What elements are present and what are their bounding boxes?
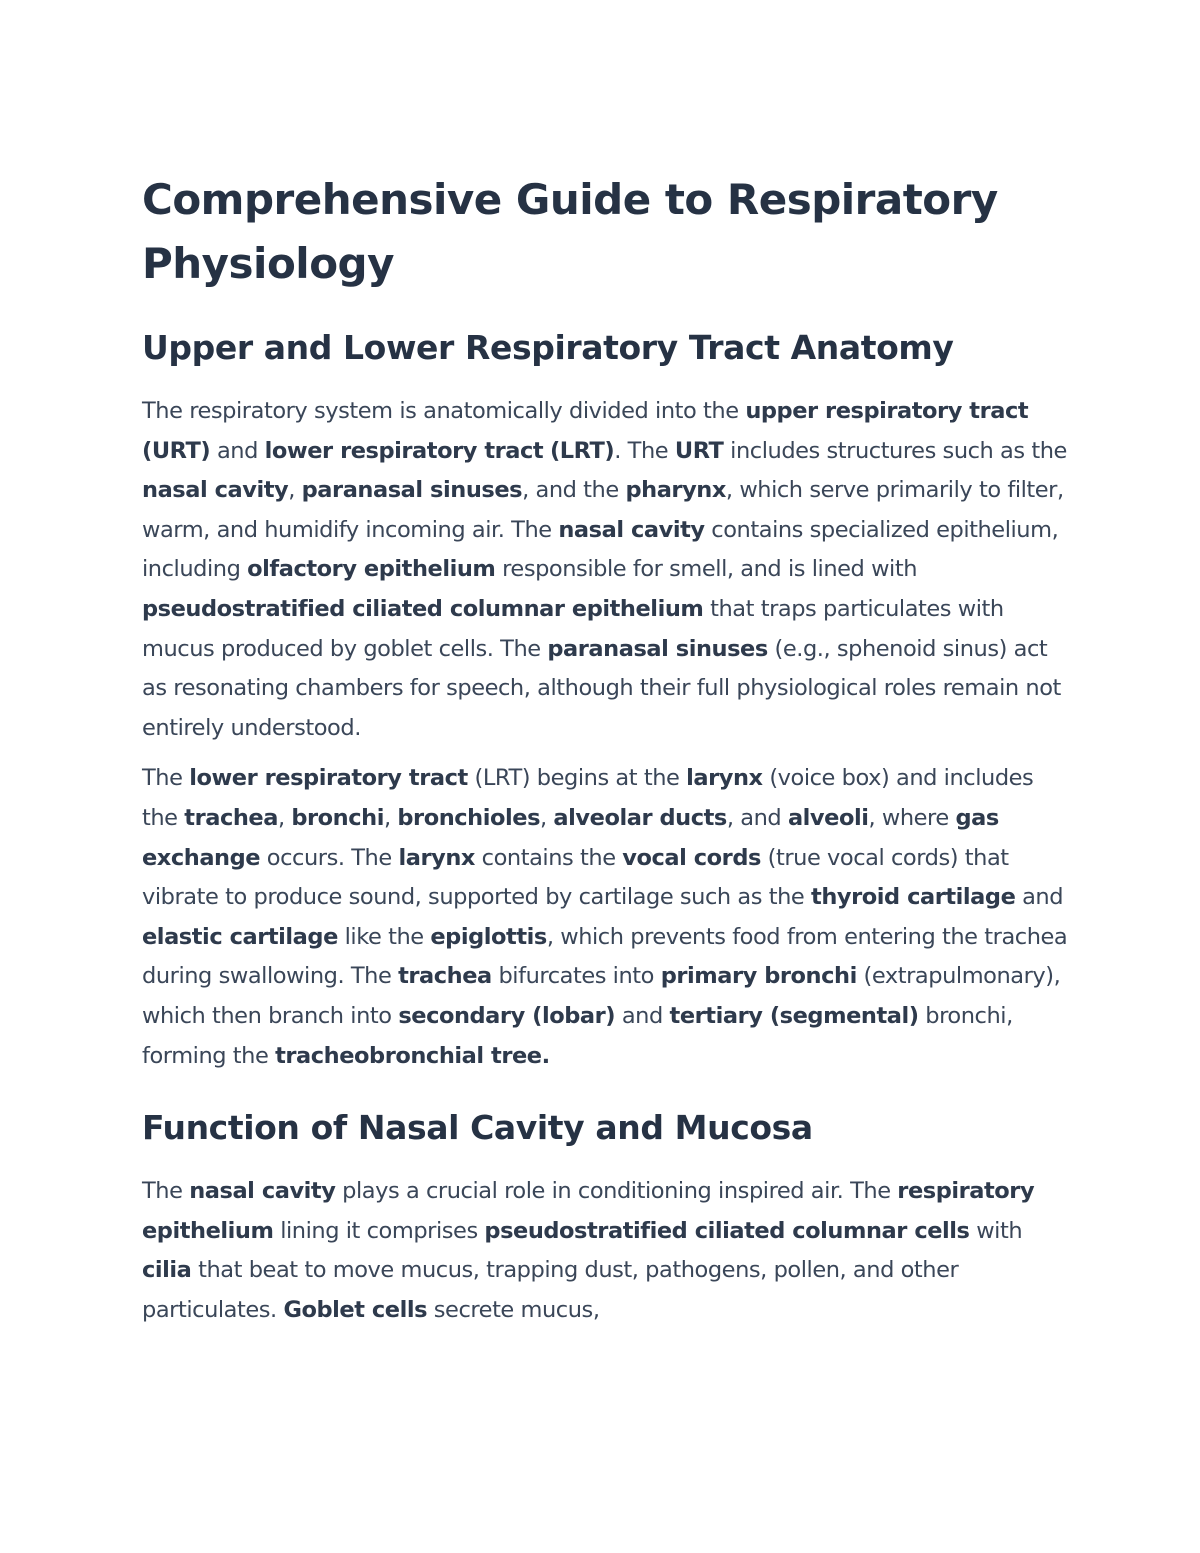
text-run: , and the — [522, 477, 626, 504]
bold-term: paranasal sinuses — [547, 635, 768, 662]
paragraph-lrt-detail — [142, 759, 1072, 1076]
text-run: (extrapulmonary), which then branch into — [142, 963, 1061, 1029]
text-run: with — [969, 1217, 1023, 1244]
bold-term: (LRT) — [549, 437, 615, 464]
text-run: like the — [337, 923, 431, 950]
text-run: bifurcates into — [491, 963, 661, 990]
text-run: and — [210, 437, 265, 464]
bold-term: elastic cartilage — [142, 923, 338, 950]
text-run: includes structures such as the — [723, 437, 1067, 464]
bold-term: epiglottis — [430, 923, 547, 950]
bold-term: vocal cords — [622, 844, 761, 871]
text-run: . The — [614, 437, 675, 464]
bold-term: lower respiratory tract — [264, 437, 544, 464]
text-run: responsible for smell, and is lined with — [495, 556, 918, 583]
text-run: , and — [726, 804, 788, 831]
bold-term: paranasal sinuses — [301, 477, 523, 504]
text-run: (true vocal cords) that vibrate to produce sound, supported by cartilage such as the — [142, 844, 1009, 911]
text-run: (e.g., sphenoid sinus) act as resonating chambers for speech, although their full physiological roles remain not entirely understood. — [142, 635, 1061, 741]
bold-term: pharynx — [625, 477, 726, 504]
text-run: , — [277, 804, 292, 831]
bold-term: gas exchange — [142, 804, 999, 871]
text-run: The — [142, 1178, 190, 1205]
bold-term: bronchi — [291, 804, 384, 831]
bold-term: olfactory epithelium — [247, 556, 496, 583]
text-run: (LRT) begins at the — [467, 765, 687, 792]
page-title: Comprehensive Guide to Respiratory Physiology — [142, 175, 998, 288]
text-run: contains the — [474, 844, 623, 871]
text-run: and — [615, 1002, 670, 1029]
text-run: The respiratory system is anatomically divided into the — [142, 398, 746, 424]
section-heading-anatomy: Upper and Lower Respiratory Tract Anatomy — [142, 328, 954, 367]
bold-term: trachea — [184, 804, 278, 831]
text-run: , — [383, 804, 398, 831]
text-run: , where — [868, 804, 956, 831]
paragraph-nasal-mucosa — [142, 1172, 1072, 1330]
text-run: bronchi, forming the — [142, 1002, 1013, 1069]
bold-term: lower respiratory tract — [189, 765, 468, 792]
bold-term: larynx — [686, 765, 763, 792]
bold-term: nasal cavity — [189, 1178, 336, 1205]
text-run: that traps particulates with mucus produced by goblet cells. The — [142, 595, 1004, 662]
bold-term: URT — [674, 437, 724, 464]
bold-term: trachea — [398, 963, 492, 990]
paragraph-urt-lrt — [142, 392, 1072, 748]
text-run: plays a crucial role in conditioning inspired air. The — [335, 1178, 898, 1205]
bold-term: alveolar ducts — [553, 804, 727, 831]
text-run: lining it comprises — [273, 1217, 485, 1244]
bold-term: respiratory epithelium — [142, 1178, 1035, 1244]
bold-term: secondary (lobar) — [398, 1002, 616, 1029]
text-run: contains specialized epithelium, including — [142, 516, 1059, 583]
bold-term: cilia — [142, 1257, 192, 1284]
bold-term: upper respiratory tract — [745, 398, 1029, 424]
bold-term: bronchioles — [397, 804, 541, 831]
document-page — [142, 168, 1072, 1330]
bold-term: larynx — [398, 844, 475, 871]
text-run: , which prevents food from entering the trachea during swallowing. The — [142, 923, 1068, 990]
text-run: The — [142, 765, 190, 792]
bold-term: alveoli — [787, 804, 869, 831]
bold-term: thyroid cartilage — [811, 884, 1016, 911]
text-run: , which serve primarily to filter, warm, and humidify incoming air. The — [142, 477, 1064, 543]
section-heading-nasal-cavity: Function of Nasal Cavity and Mucosa — [142, 1108, 813, 1148]
text-run: and — [1015, 884, 1064, 911]
bold-term: nasal cavity — [558, 516, 705, 543]
bold-term: (URT) — [142, 437, 211, 464]
text-run: occurs. The — [260, 844, 399, 871]
bold-term: Goblet cells — [283, 1296, 428, 1323]
text-run: that beat to move mucus, trapping dust, pathogens, pollen, and other particulates. — [142, 1257, 959, 1323]
text-run: secrete mucus, — [427, 1296, 600, 1323]
bold-term: pseudostratified ciliated columnar epithelium — [142, 595, 704, 622]
bold-term: tracheobronchial tree. — [275, 1042, 550, 1069]
text-run — [543, 438, 550, 464]
bold-term: tertiary (segmental) — [669, 1002, 919, 1029]
text-run: , — [288, 477, 302, 504]
text-run: (voice box) and includes the — [142, 765, 1034, 831]
text-run: , — [540, 804, 554, 831]
bold-term: primary bronchi — [660, 963, 857, 990]
bold-term: pseudostratified ciliated columnar cells — [484, 1217, 970, 1244]
bold-term: nasal cavity — [142, 477, 289, 504]
